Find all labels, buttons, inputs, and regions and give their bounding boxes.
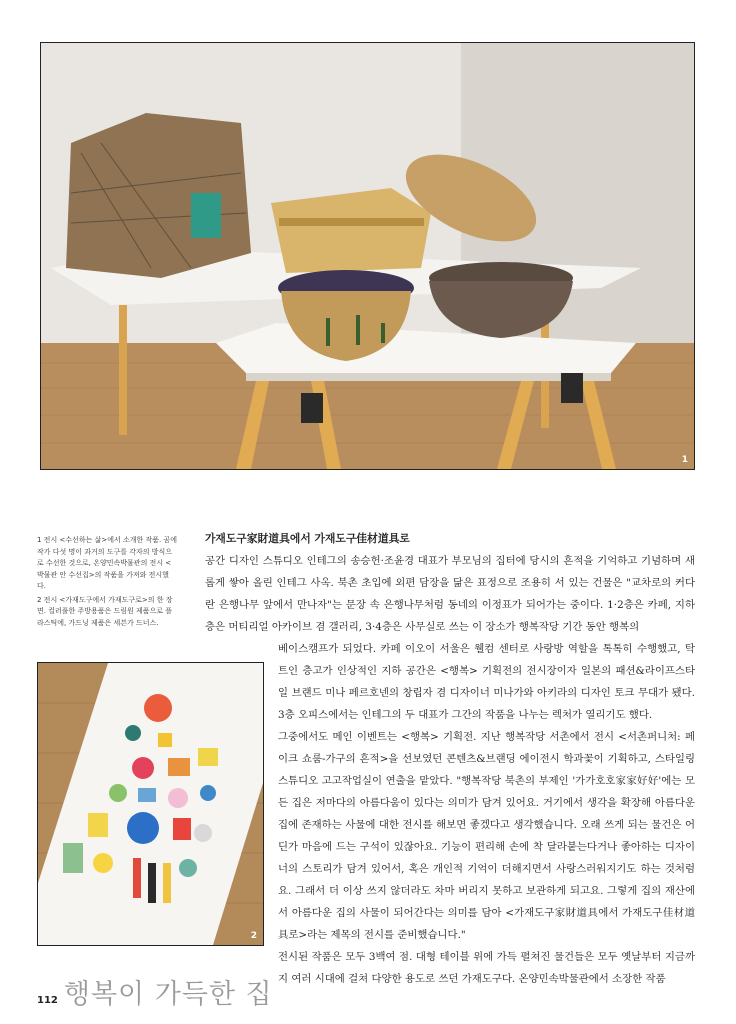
baskets-illustration [41,43,694,469]
article-body [205,528,695,990]
article-paragraph: 그중에서도 메인 이벤트는 <행복> 기획전. 지난 행복작당 서촌에서 전시 <서촌퍼니처: 페이크 쇼룸-가구의 흔적>을 선보였던 콘텐츠&브랜딩 에이전시 학과꽃이 기획하고, 스타일링 스튜디오 고고작업실이 연출을 맡았다. "행복작당 북촌의 부제인 '가가호호家家好好'에는 모든 집은 저마다의 아름다움이 있다는 의미가 담겨 있어요. 거기에서 생각을 확장해 아름다운 집에 존재하는 사물에 대한 전시를 해보면 좋겠다고 생각했습니다. 오래 쓰게 되는 물건은 어딘가 마음에 드는 구석이 있잖아요. 기능이 편리해 손에 착 달라붙는다거나 좋아하는 디자이너의 스토리가 담겨 있어서, 혹은 개인적 기억이 더해지면서 사랑스러워지기도 하는 것처럼요. 그래서 더 이상 쓰지 않더라도 차마 버리지 못하고 보관하게 되고요. 그렇게 집의 재산에서 아름다운 집의 사물이 되어간다는 의미를 담아 <가재도구家財道具에서 가재도구佳材道具로>라는 제목의 전시를 준비했습니다." [278,731,695,941]
page-number: 112 [37,995,58,1006]
article-heading: 가재도구家財道具에서 가재도구佳材道具로 [205,532,410,545]
article-indented-block [205,638,695,990]
photo-baskets-on-tables [40,42,695,470]
photo-number: 1 [681,455,688,465]
page-footer [37,972,273,1011]
article-paragraph: 공간 디자인 스튜디오 인테그의 송승헌·조윤경 대표가 부모님의 집터에 당시의 흔적을 기억하고 기념하며 새롭게 쌓아 올린 인테그 사옥. 북촌 초입에 외편 담장을 닮은 표정으로 조용히 서 있는 건물은 "교차로의 커다란 은행나무 앞에서 만나자"는 문장 속 은행나무처럼 동네의 이정표가 되어가는 중이다. 1·2층은 카페, 지하층은 머티리얼 아카이브 겸 갤러리, 3·4층은 사무실로 쓰는 이 장소가 행복작당 기간 동안 행복의 [205,555,695,633]
caption-2: 2 전시 <가재도구에서 가재도구로>의 한 장면. 컬러풀한 주방용품은 드림원 제품으로 플라스틱에, 가드닝 제품은 세븐가 드너스. [37,595,173,627]
caption-1: 1 전시 <수선하는 삶>에서 소개한 작품. 곰에 작가 다섯 명이 과거의 도구를 각자의 방식으로 수선한 것으로, 온양민속박물관의 전시 <박물관 안 수선집>의 작품을 가져와 전시했다. [37,536,177,590]
magazine-title: 행복이 가득한 집 [63,979,273,1010]
article-paragraph: 전시된 작품은 모두 3백여 점. 대형 테이블 위에 가득 펼쳐진 물건들은 모두 옛날부터 지금까지 여러 시대에 걸쳐 다양한 용도로 쓰던 가재도구다. 온양민속박물관에서 소장한 작품 [278,951,695,985]
photo-captions [37,535,177,631]
photo-number: 2 [250,931,257,941]
article-paragraph: 베이스캠프가 되었다. 카페 이오이 서울은 웰컴 센터로 사랑방 역할을 톡톡히 수행했고, 탁 트인 층고가 인상적인 지하 공간은 <행복> 기획전의 전시장이자 일본의 패션&라이프스타일 브랜드 미나 페르호넨의 창립자 겸 디자이너 미나가와 아키라의 디자인 토크 무대가 됐다. 3층 오피스에서는 인테그의 두 대표가 그간의 작품을 나누는 렉처가 열리기도 했다. [278,643,695,721]
